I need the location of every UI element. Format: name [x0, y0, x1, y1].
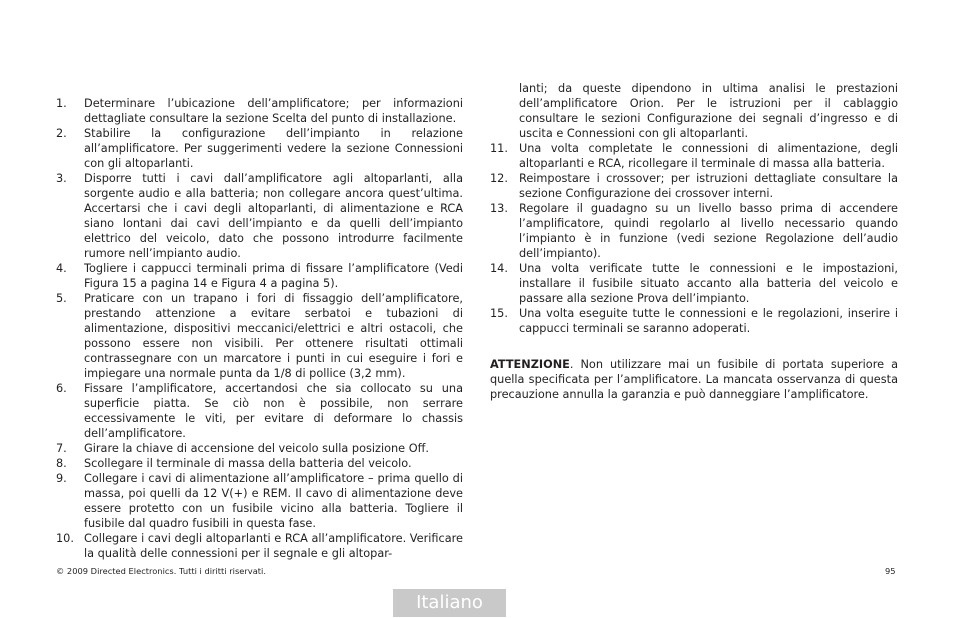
warning-paragraph [490, 357, 898, 402]
instruction-list-left [56, 96, 463, 561]
item-number: 7. [56, 442, 67, 455]
item-text: Collegare i cavi di alimentazione all’amplificatore – prima quello di massa, poi quelli da 12 V(+) e REM. Il cavo di alimentazione deve essere protetto con un fusibile vicino alla batteria. Togliere il fusibile dal quadro fusibili in questa fase. [84, 472, 463, 530]
item-text: Scollegare il terminale di massa della batteria del veicolo. [84, 457, 412, 470]
language-tab: Italiano [393, 589, 506, 617]
item-text: Disporre tutti i cavi dall’amplificatore agli altoparlanti, alla sorgente audio e alla batteria; non collegare ancora quest’ultima. Accertarsi che i cavi degli altoparlanti, di alimentazione e RCA siano lontani dai cavi dell’impianto e da quelli dell’impianto elettrico del veicolo, dato che possono introdurre facilmente rumore nell’impianto audio. [84, 172, 463, 260]
list-item [56, 291, 463, 381]
copyright-notice: © 2009 Directed Electronics. Tutti i diritti riservati. [56, 566, 266, 576]
page-number: 95 [885, 566, 896, 576]
list-item [56, 531, 463, 561]
instruction-list-right [490, 141, 898, 336]
list-item [56, 471, 463, 531]
item-text: Girare la chiave di accensione del veicolo sulla posizione Off. [84, 442, 429, 455]
item-10-continuation: lanti; da queste dipendono in ultima analisi le prestazioni dell’amplificatore Orion. Per le istruzioni per il cablaggio consultare le sezioni Configurazione dei segnali d’ingresso e di uscita e Connessioni con gli altoparlanti. [519, 82, 898, 140]
warning-label: ATTENZIONE [490, 358, 570, 371]
right-column [490, 81, 898, 402]
item-number: 1. [56, 97, 67, 110]
list-item [490, 141, 898, 171]
item-text: Una volta verificate tutte le connessioni e le impostazioni, installare il fusibile situato accanto alla batteria del veicolo e passare alla sezione Prova dell’impianto. [519, 262, 898, 305]
item-number: 10. [56, 532, 74, 545]
list-item [56, 381, 463, 441]
item-text: Fissare l’amplificatore, accertandosi che sia collocato su una superficie piatta. Se ciò non è possibile, non serrare eccessivamente le viti, per evitare di deformare lo chassis dell’amplificatore. [84, 382, 463, 440]
list-item [56, 171, 463, 261]
list-item [490, 261, 898, 306]
item-number: 3. [56, 172, 67, 185]
item-text: Una volta eseguite tutte le connessioni e le regolazioni, inserire i cappucci terminali se saranno adoperati. [519, 307, 898, 335]
item-number: 4. [56, 262, 67, 275]
item-text: Determinare l’ubicazione dell’amplificatore; per informazioni dettagliate consultare la sezione Scelta del punto di installazione. [84, 97, 463, 125]
list-item [56, 96, 463, 126]
item-number: 13. [490, 202, 508, 215]
warning-text: . Non utilizzare mai un fusibile di portata superiore a quella specificata per l’amplificatore. La mancata osservanza di questa precauzione annulla la garanzia e può danneggiare l’amplificatore. [490, 358, 898, 401]
list-item [490, 306, 898, 336]
list-item [56, 261, 463, 291]
item-number: 5. [56, 292, 67, 305]
item-text: Regolare il guadagno su un livello basso prima di accendere l’amplificatore, quindi regolarlo al livello necessario quando l’impianto è in funzione (vedi sezione Regolazione dell’audio dell’impianto). [519, 202, 898, 260]
item-number: 12. [490, 172, 508, 185]
item-number: 15. [490, 307, 508, 320]
item-text: Togliere i cappucci terminali prima di fissare l’amplificatore (Vedi Figura 15 a pagina 14 e Figura 4 a pagina 5). [84, 262, 463, 290]
list-item [56, 441, 463, 456]
list-item [56, 456, 463, 471]
list-item [490, 201, 898, 261]
left-column [56, 96, 463, 561]
item-number: 9. [56, 472, 67, 485]
item-number: 8. [56, 457, 67, 470]
item-text: Una volta completate le connessioni di alimentazione, degli altoparlanti e RCA, ricollegare il terminale di massa alla batteria. [519, 142, 898, 170]
item-text: Reimpostare i crossover; per istruzioni dettagliate consultare la sezione Configurazione dei crossover interni. [519, 172, 898, 200]
item-text: Praticare con un trapano i fori di fissaggio dell’amplificatore, prestando attenzione a evitare serbatoi e tubazioni di alimentazione, dispositivi meccanici/elettrici e altri ostacoli, che possono essere non visibili. Per ottenere risultati ottimali contrassegnare con un marcatore i punti in cui eseguire i fori e impiegare una normale punta da 1/8 di pollice (3,2 mm). [84, 292, 463, 380]
item-number: 14. [490, 262, 508, 275]
item-number: 11. [490, 142, 508, 155]
item-text: Stabilire la configurazione dell’impianto in relazione all’amplificatore. Per suggerimenti vedere la sezione Connessioni con gli altoparlanti. [84, 127, 463, 170]
item-text: Collegare i cavi degli altoparlanti e RCA all’amplificatore. Verificare la qualità delle connessioni per il segnale e gli altopar- [84, 532, 463, 560]
item-number: 2. [56, 127, 67, 140]
list-item [490, 171, 898, 201]
list-item [56, 126, 463, 171]
item-number: 6. [56, 382, 67, 395]
